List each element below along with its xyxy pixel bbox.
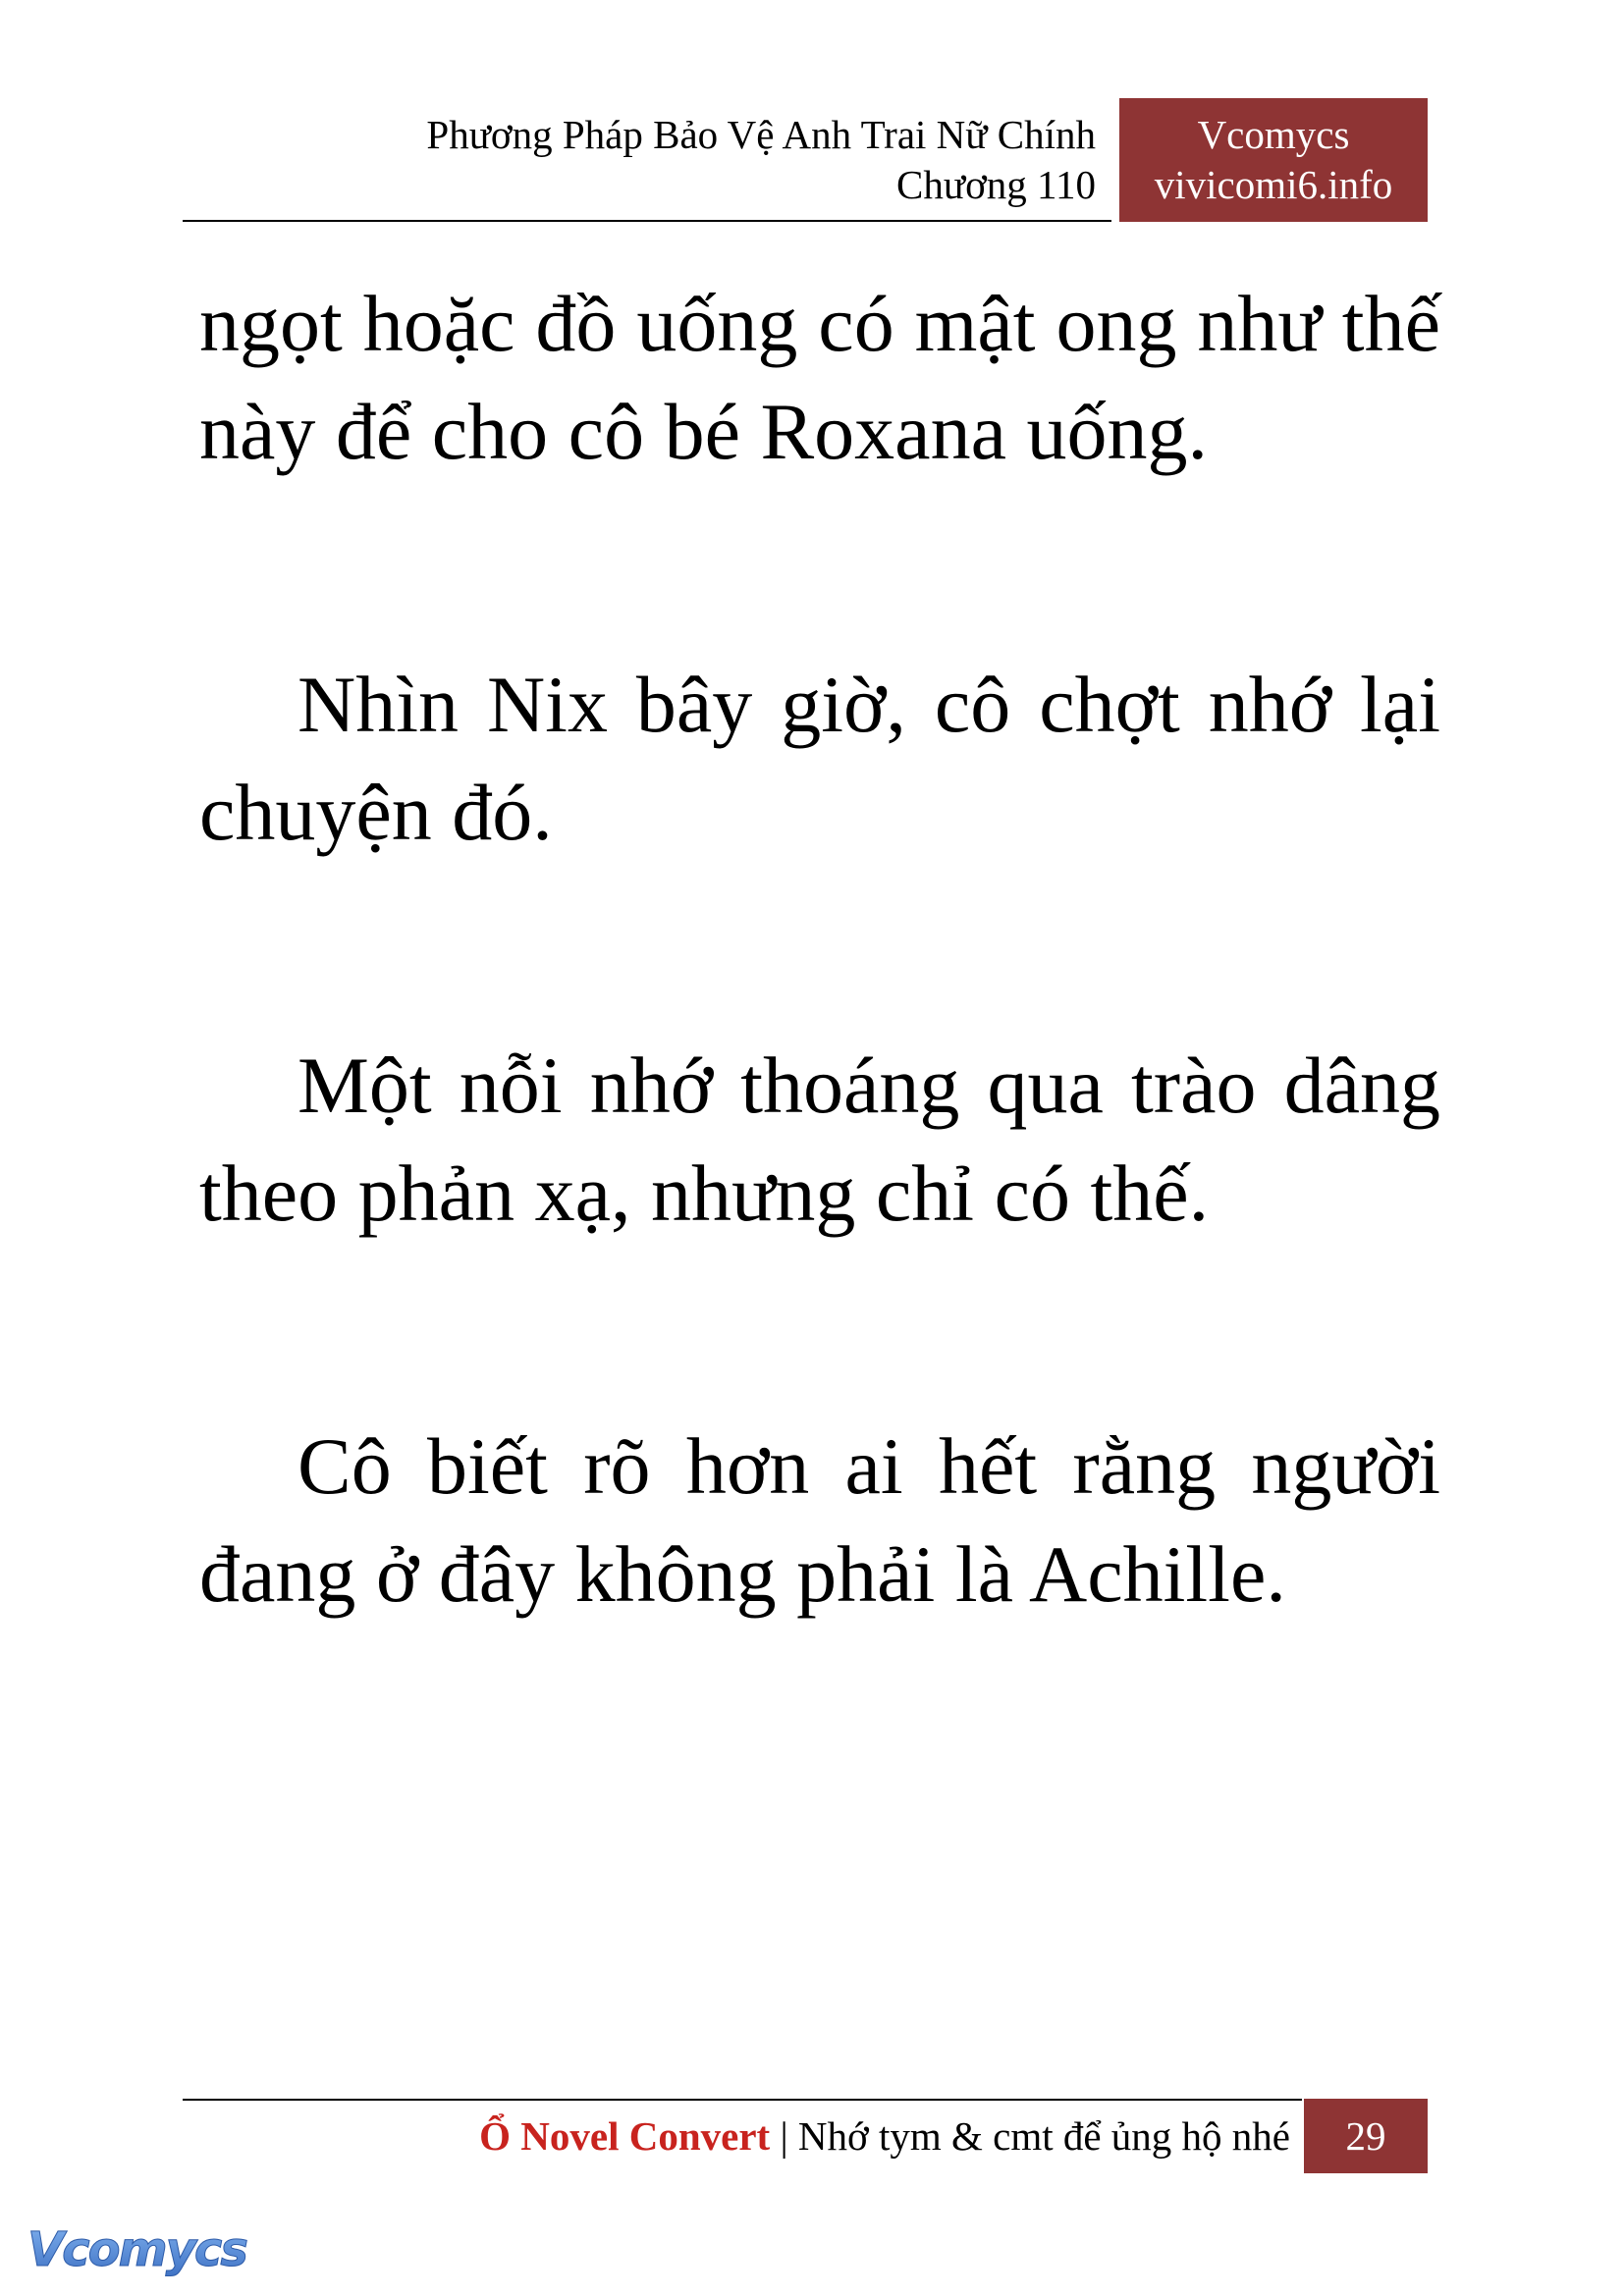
header-info — [183, 98, 1111, 222]
page-footer — [183, 2099, 1428, 2173]
vcomycs-watermark-logo — [26, 2220, 251, 2279]
book-title: Phương Pháp Bảo Vệ Anh Trai Nữ Chính — [426, 112, 1096, 157]
footer-note: Nhớ tym & cmt để ủng hộ nhé — [797, 2113, 1290, 2159]
footer-brand: Ổ Novel Convert — [479, 2113, 771, 2159]
page-number: 29 — [1304, 2099, 1428, 2173]
brand-site: vivicomi6.info — [1154, 162, 1393, 207]
paragraph: ngọt hoặc đồ uống có mật ong như thế này để cho cô bé Roxana uống. — [199, 279, 1440, 476]
chapter-label: Chương 110 — [896, 162, 1096, 207]
page-header — [183, 98, 1428, 222]
paragraph: Một nỗi nhớ thoáng qua trào dâng theo phản xạ, nhưng chỉ có thế. — [199, 1041, 1440, 1238]
footer-separator: | — [780, 2113, 788, 2159]
brand-name: Vcomycs — [1197, 112, 1350, 157]
chapter-body — [199, 270, 1440, 1793]
watermark-logo-icon — [26, 2220, 251, 2279]
brand-box — [1119, 98, 1428, 222]
paragraph: Cô biết rõ hơn ai hết rằng người đang ở đây không phải là Achille. — [199, 1421, 1440, 1619]
footer-text — [479, 2110, 1290, 2162]
paragraph: Nhìn Nix bây giờ, cô chợt nhớ lại chuyện đó. — [199, 660, 1440, 857]
svg-text:Vcomycs: Vcomycs — [27, 2222, 246, 2277]
footer-rule — [183, 2099, 1302, 2101]
